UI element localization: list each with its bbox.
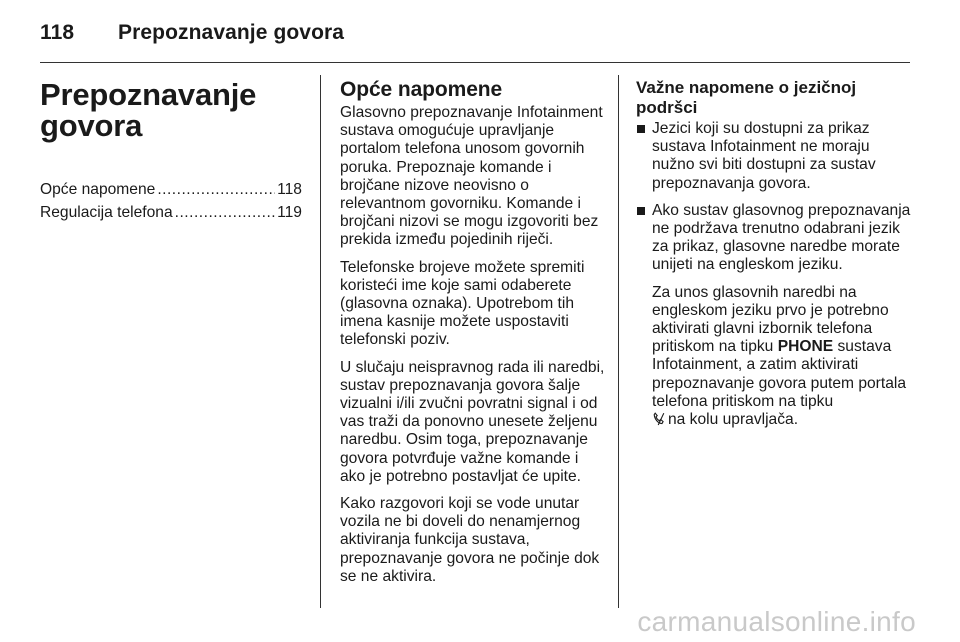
general-paragraph-3: U slučaju neispravnog rada ili naredbi, sustav prepoznavanja govora šalje vizualni i/ili zvučni povratni signal i od vas traži da ponovno unesete željenu naredbu. Osim toga, prepoznavanje govora potvrđuje važne komande i ako je potrebno postavljat će upite. [340, 358, 605, 485]
phone-key-label: PHONE [777, 338, 834, 356]
running-title: Prepoznavanje govora [118, 21, 345, 44]
column-divider-1 [320, 75, 321, 608]
toc-entry-label: Regulacija telefona [40, 204, 173, 221]
chapter-title-line1: Prepoznavanje [40, 77, 257, 112]
language-bullet-2-instructions [652, 284, 914, 430]
toc-entry-page: 118 [277, 181, 302, 198]
section-title-language: Važne napomene o jezičnoj podršci [636, 78, 857, 117]
watermark: carmanualsonline.info [637, 606, 916, 637]
language-bullet-1-text: Jezici koji su dostupni za prikaz sustava Infotainment ne moraju nužno svi biti dostupni za sustav prepoznavanja govora. [652, 120, 876, 192]
header-divider [40, 62, 910, 63]
language-bullet-list [636, 120, 914, 429]
toc-leader-dots [175, 204, 275, 222]
general-paragraph-2: Telefonske brojeve možete spremiti koristeći ime koje sami odaberete (glasovna oznaka). Upotrebom tih imena kasnije možete uspostaviti telefonski poziv. [340, 258, 585, 349]
chapter-column [40, 75, 302, 227]
instructions-text-middle: sustava Infotainment, a zatim aktivirati prepoznavanje govora putem portala telefona pritiskom na tipku [652, 338, 906, 410]
column-divider-2 [618, 75, 619, 608]
instructions-text-after: na kolu upravljača. [668, 411, 799, 429]
toc-entry-label: Opće napomene [40, 181, 156, 198]
toc-entry-general[interactable] [40, 181, 302, 204]
steering-wheel-phone-icon [652, 412, 666, 426]
page-header [40, 18, 910, 48]
square-bullet-icon [637, 125, 645, 133]
general-paragraph-1: Glasovno prepoznavanje Infotainment sustava omogućuje upravljanje portalom telefona unosom govornih poruka. Prepoznaje komande i brojčane nizove neovisno o relevantnom govorniku. Komande i brojčani nizovi se mogu izgovoriti bez prekida između pojedinih riječi. [340, 104, 603, 249]
language-bullet-2-text: Ako sustav glasovnog prepoznavanja ne podržava trenutno odabrani jezik za prikaz, glasovne naredbe morate unijeti na engleskom jeziku. [652, 201, 911, 274]
language-notes-column [636, 75, 914, 438]
section-title-general: Opće napomene [340, 78, 503, 101]
chapter-title-line2: govora [40, 108, 143, 143]
toc-entry-page: 119 [277, 204, 302, 221]
page-number: 118 [40, 21, 75, 44]
toc-entry-phone-control[interactable] [40, 204, 302, 227]
square-bullet-icon [637, 207, 645, 215]
table-of-contents [40, 181, 302, 227]
language-bullet-2 [636, 202, 914, 429]
general-paragraph-4: Kako razgovori koji se vode unutar vozila ne bi doveli do nenamjernog aktiviranja funkcija sustava, prepoznavanje govora ne počinje dok se ne aktivira. [340, 495, 600, 585]
chapter-title [40, 77, 257, 143]
general-notes-column [340, 75, 605, 595]
toc-leader-dots [157, 181, 275, 199]
language-bullet-1 [636, 120, 914, 193]
instructions-text-before: Za unos glasovnih naredbi na engleskom jeziku prvo je potrebno aktivirati glavni izbornik telefona pritiskom na tipku [652, 283, 889, 356]
